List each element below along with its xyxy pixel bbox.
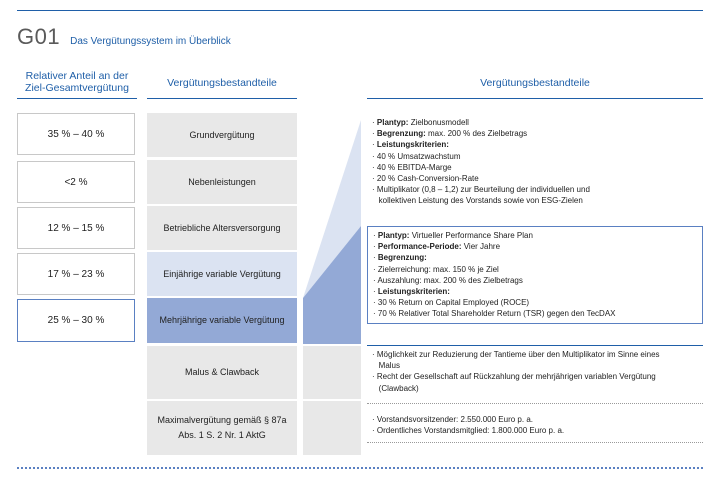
separator-malus <box>367 345 703 346</box>
share-box-pension: 12 % – 15 % <box>17 207 135 249</box>
details-malus-clawback: · Möglichkeit zur Reduzierung der Tantieme über den Multiplikator im Sinne eines Malus · Recht der Gesellschaft auf Rückzahlung der mehrjährigen variablen Vergütung (Clawback) <box>372 350 660 393</box>
figure-code: G01 <box>17 24 61 49</box>
separator-bottom <box>367 442 703 443</box>
details-max-compensation: · Vorstandsvorsitzender: 2.550.000 Euro p. a. · Ordentliches Vorstandsmitglied: 1.800.000 Euro p. a. <box>372 415 565 436</box>
top-rule <box>17 10 703 11</box>
share-box-annual-variable: 17 % – 23 % <box>17 253 135 295</box>
bottom-dotted-rule <box>17 467 703 469</box>
connector-max <box>303 401 361 455</box>
share-box-fringe-benefits: <2 % <box>17 161 135 203</box>
connector-graphic <box>303 112 361 457</box>
component-annual-variable: Einjährige variable Vergütung <box>147 252 297 296</box>
header-rule-components <box>147 98 297 99</box>
share-box-multiyear-variable: 25 % – 30 % <box>17 299 135 342</box>
column-header-details: Vergütungsbestandteile <box>480 77 590 89</box>
separator-max <box>367 403 703 404</box>
figure-title: Das Vergütungssystem im Überblick <box>70 36 231 47</box>
share-box-base-salary: 35 % – 40 % <box>17 113 135 155</box>
details-multiyear-variable: · Plantyp: Virtueller Performance Share Plan · Performance-Periode: Vier Jahre · Begrenzung: · Zielerreichung: max. 150 % je Ziel · Auszahlung: max. 200 % des Zielbetrags · Leistungskriterien: · 30 % Return on Capital Employed (ROCE) · 70 % Relativer Total Shareholder Return (TSR) gegen den TecDAX <box>367 226 703 324</box>
component-multiyear-variable: Mehrjährige variable Vergütung <box>147 298 297 343</box>
details-annual-variable: · Plantyp: Zielbonusmodell · Begrenzung: max. 200 % des Zielbetrags · Leistungskriterien: · 40 % Umsatzwachstum · 40 % EBITDA-Marge · 20 % Cash-Conversion-Rate · Multiplikator (0,8 – 1,2) zur Beurteilung der individuellen und kollektiven Leistung des Vorstands sowie von ESG-Zielen <box>372 118 590 206</box>
component-pension: Betriebliche Altersversorgung <box>147 206 297 250</box>
column-header-share: Relativer Anteil an der Ziel-Gesamtvergütung <box>25 70 129 94</box>
header-rule-details <box>367 98 703 99</box>
component-fringe-benefits: Nebenleistungen <box>147 160 297 204</box>
header-rule-share <box>17 98 137 99</box>
connector-malus <box>303 346 361 399</box>
figure-header <box>17 24 231 50</box>
component-base-salary: Grundvergütung <box>147 113 297 157</box>
column-header-components: Vergütungsbestandteile <box>167 77 277 89</box>
component-malus-clawback: Malus & Clawback <box>147 346 297 399</box>
component-max-compensation: Maximalvergütung gemäß § 87a Abs. 1 S. 2 Nr. 1 AktG <box>147 401 297 455</box>
